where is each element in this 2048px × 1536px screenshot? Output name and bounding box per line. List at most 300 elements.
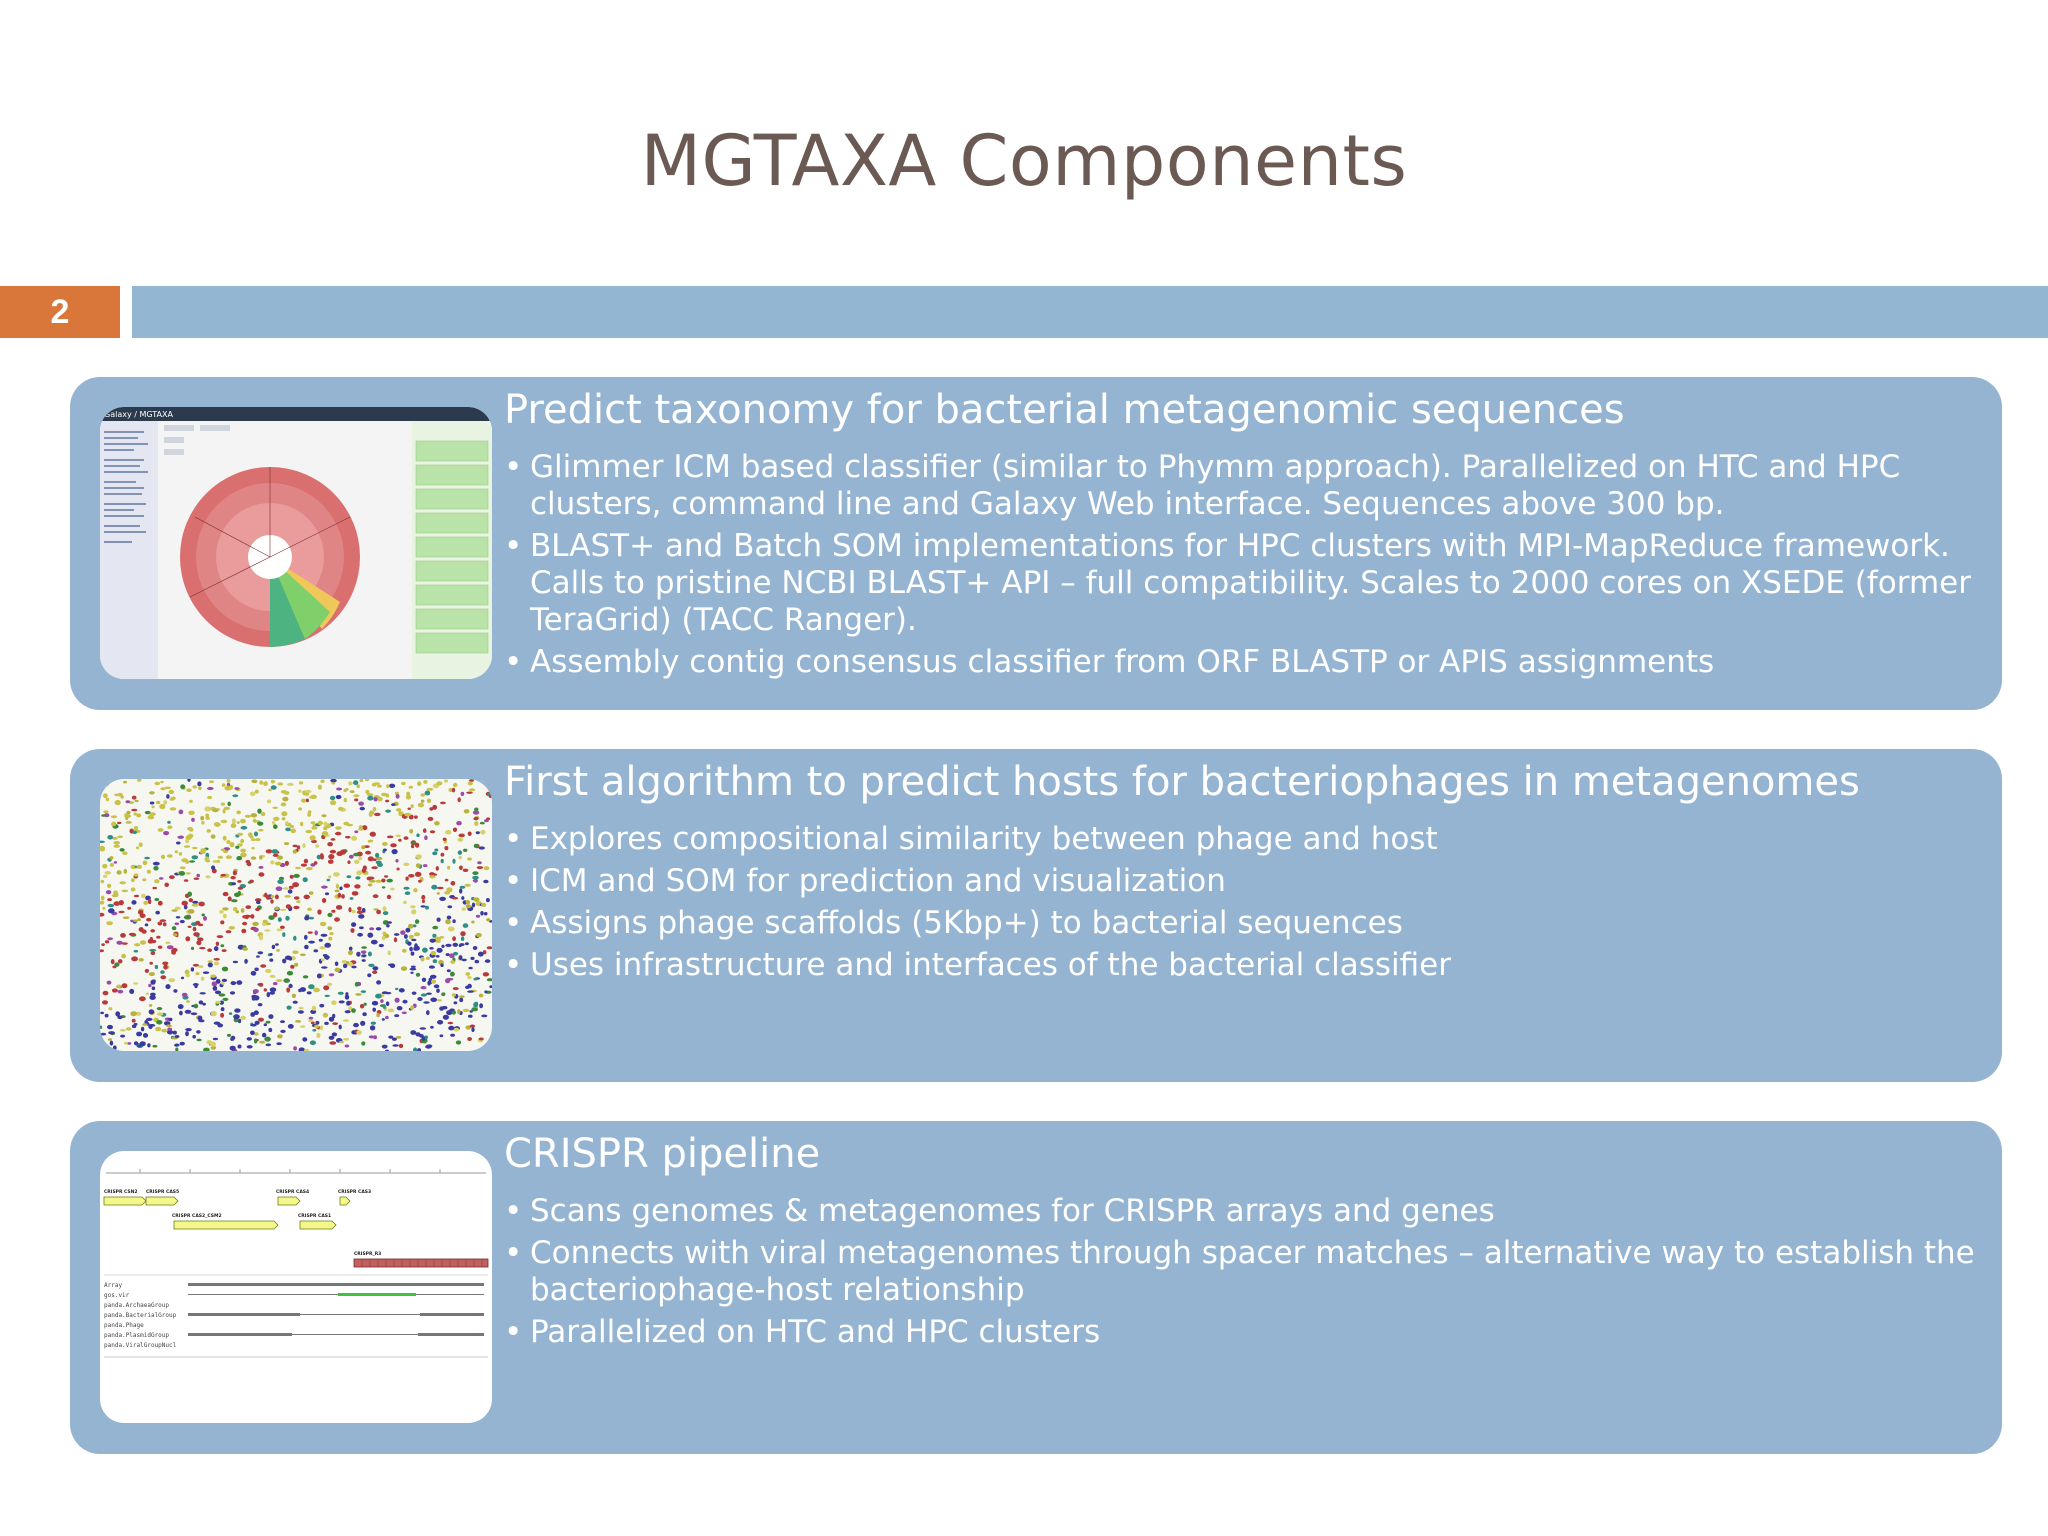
som-node <box>156 936 160 939</box>
som-node <box>282 817 286 820</box>
som-node <box>124 813 127 816</box>
som-node <box>343 1019 349 1022</box>
som-node <box>198 1016 203 1021</box>
som-node <box>405 891 411 895</box>
bullet-item: • Uses infrastructure and interfaces of the bacterial classifier <box>504 947 1984 984</box>
som-node <box>198 902 205 907</box>
som-node <box>432 805 437 810</box>
som-node <box>180 1042 185 1046</box>
som-node <box>132 796 137 800</box>
som-node <box>117 836 123 839</box>
som-node <box>275 862 282 866</box>
som-node <box>160 919 166 922</box>
som-node <box>346 1001 350 1006</box>
som-node <box>133 982 138 984</box>
som-node <box>361 990 366 993</box>
som-node <box>415 843 419 848</box>
som-node <box>169 875 175 879</box>
som-node <box>442 1006 448 1010</box>
som-node <box>280 909 287 911</box>
som-node <box>218 856 223 859</box>
som-node <box>299 1047 305 1051</box>
som-node <box>285 861 289 866</box>
som-node <box>361 954 366 957</box>
som-node <box>443 838 447 841</box>
som-node <box>153 866 158 871</box>
som-node <box>357 933 363 937</box>
som-node <box>118 959 123 963</box>
som-node <box>486 898 490 902</box>
som-node <box>320 922 326 927</box>
som-node <box>335 962 339 967</box>
som-node <box>290 825 295 828</box>
som-node <box>330 800 336 805</box>
som-node <box>184 879 189 882</box>
som-node <box>195 921 200 925</box>
som-node <box>205 814 209 818</box>
som-node <box>185 970 190 975</box>
som-node <box>251 995 257 998</box>
som-node <box>422 948 428 953</box>
som-node <box>345 788 348 791</box>
som-node <box>445 944 451 947</box>
som-node <box>211 834 216 838</box>
som-node <box>388 1009 395 1013</box>
som-node <box>347 875 352 878</box>
som-node <box>409 935 414 938</box>
som-node <box>336 788 342 791</box>
som-node <box>320 780 324 784</box>
som-node <box>406 795 411 800</box>
bullet-list <box>504 1193 1984 1356</box>
som-node <box>131 887 136 891</box>
som-node <box>252 847 255 850</box>
som-node <box>259 855 262 859</box>
som-node <box>371 940 378 945</box>
som-node <box>296 900 300 903</box>
som-node <box>470 957 474 960</box>
som-node <box>214 946 219 951</box>
som-node <box>425 1045 432 1049</box>
som-node <box>228 802 231 807</box>
som-node <box>304 945 309 950</box>
som-node <box>294 963 298 967</box>
som-node <box>417 997 422 1001</box>
som-node <box>270 987 277 992</box>
som-node <box>308 984 314 989</box>
som-node <box>237 833 243 836</box>
som-node <box>263 920 268 924</box>
som-node <box>273 824 278 829</box>
som-node <box>416 973 420 977</box>
som-node <box>246 860 251 863</box>
som-node <box>328 875 331 878</box>
som-node <box>378 797 383 802</box>
som-node <box>437 887 444 890</box>
som-node <box>353 780 358 785</box>
som-node <box>369 811 374 816</box>
som-node <box>164 883 169 887</box>
som-node <box>272 849 279 854</box>
som-node <box>421 895 425 900</box>
som-node <box>300 954 306 957</box>
som-node <box>136 813 141 817</box>
som-node <box>143 901 148 905</box>
som-node <box>169 790 175 794</box>
bullet-list <box>504 821 1984 989</box>
som-node <box>377 785 382 788</box>
som-node <box>439 897 446 901</box>
som-node <box>271 785 277 790</box>
som-node <box>163 965 168 970</box>
som-node <box>479 846 485 849</box>
som-node <box>421 957 425 962</box>
som-node <box>274 907 279 911</box>
som-node <box>424 835 427 840</box>
som-node <box>429 965 435 968</box>
som-node <box>309 1017 314 1020</box>
som-node <box>372 970 377 974</box>
som-node <box>247 1037 252 1041</box>
som-node <box>468 967 472 970</box>
som-node <box>201 977 205 981</box>
som-node <box>197 1039 202 1042</box>
som-node <box>107 835 113 840</box>
som-node <box>100 913 105 917</box>
som-node <box>139 996 146 1001</box>
som-node <box>264 929 270 932</box>
som-node <box>371 866 378 869</box>
som-node <box>157 1012 163 1015</box>
som-node <box>306 830 313 833</box>
som-node <box>186 872 191 874</box>
som-node <box>105 871 112 875</box>
som-node <box>145 969 149 973</box>
som-node <box>474 821 478 826</box>
som-node <box>159 877 163 880</box>
som-node <box>354 798 358 801</box>
header-band <box>132 286 2048 338</box>
som-node <box>351 836 357 841</box>
som-node <box>431 951 437 955</box>
som-node <box>450 960 455 964</box>
bullet-item: • Parallelized on HTC and HPC clusters <box>504 1314 1984 1351</box>
som-node <box>123 781 127 784</box>
crispr-label: CRISPR CSN2 <box>104 1190 138 1195</box>
som-node <box>349 855 354 859</box>
som-node <box>287 783 294 786</box>
som-node <box>253 989 259 994</box>
som-node <box>382 936 386 941</box>
som-node <box>373 894 379 898</box>
som-node <box>323 1013 328 1018</box>
som-node <box>182 901 188 906</box>
som-node <box>253 928 259 932</box>
som-node <box>210 1042 216 1047</box>
som-node <box>281 802 287 806</box>
som-node <box>277 1034 283 1038</box>
som-node <box>134 1041 138 1045</box>
som-node <box>413 1048 417 1052</box>
som-node <box>270 860 274 864</box>
som-node <box>199 947 205 949</box>
som-node <box>404 813 411 817</box>
som-node <box>399 988 405 992</box>
som-node <box>152 986 156 990</box>
som-node <box>420 793 425 796</box>
som-node <box>486 780 490 783</box>
som-node <box>121 954 126 959</box>
som-node <box>123 916 130 919</box>
som-node <box>345 1010 351 1013</box>
som-node <box>108 1007 112 1010</box>
slide-title: MGTAXA Components <box>640 120 1408 202</box>
som-node <box>323 954 328 957</box>
som-node <box>314 1025 319 1029</box>
som-node <box>165 942 170 945</box>
som-node <box>459 943 464 946</box>
som-node <box>197 781 201 786</box>
som-node <box>416 854 422 859</box>
som-node <box>250 792 256 797</box>
som-node <box>439 936 444 939</box>
som-node <box>289 886 294 889</box>
som-node <box>242 947 248 951</box>
som-node <box>256 955 260 957</box>
som-node <box>117 870 122 874</box>
som-node <box>431 980 436 984</box>
som-node <box>418 880 422 883</box>
som-node <box>310 1040 316 1045</box>
bullet-item: • ICM and SOM for prediction and visualization <box>504 863 1984 900</box>
som-node <box>254 1038 257 1043</box>
som-node <box>484 990 487 993</box>
som-node <box>120 848 125 852</box>
som-node <box>187 827 192 831</box>
som-node <box>277 929 283 932</box>
som-node <box>376 980 381 984</box>
som-node <box>447 916 452 920</box>
som-node <box>474 844 479 848</box>
som-node <box>251 839 256 842</box>
alignment-row-label: Array <box>104 1282 123 1289</box>
som-node <box>270 975 276 978</box>
som-node <box>430 975 437 979</box>
som-node <box>265 969 271 973</box>
som-node <box>278 917 282 922</box>
som-node <box>175 850 178 853</box>
som-node <box>445 830 451 835</box>
som-node <box>236 811 241 815</box>
bullet-list <box>504 449 1984 686</box>
som-node <box>361 950 367 953</box>
som-node <box>350 897 354 900</box>
som-node <box>246 905 252 909</box>
som-node <box>437 999 442 1001</box>
som-node <box>147 1043 150 1047</box>
panel-heading: Predict taxonomy for bacterial metagenomic sequences <box>504 387 1625 433</box>
som-node <box>136 1032 142 1037</box>
som-node <box>463 923 469 928</box>
som-node <box>207 796 212 799</box>
som-node <box>266 1044 272 1047</box>
crispr-label: CRISPR CAS4 <box>276 1190 310 1195</box>
som-node <box>321 886 328 889</box>
som-node <box>463 1009 470 1012</box>
som-node <box>307 908 312 911</box>
som-node <box>173 933 178 936</box>
som-node <box>259 1041 265 1044</box>
som-node <box>176 842 181 845</box>
som-node <box>213 1038 218 1040</box>
som-node <box>221 820 228 823</box>
som-node <box>300 1025 305 1027</box>
som-node <box>108 1031 115 1034</box>
som-node <box>146 918 151 922</box>
som-node <box>101 896 105 901</box>
som-node <box>434 849 438 852</box>
som-node <box>120 1029 126 1032</box>
som-node <box>421 986 427 989</box>
som-node <box>287 1006 292 1010</box>
som-node <box>186 788 192 792</box>
som-node <box>387 836 394 839</box>
som-node <box>435 940 441 943</box>
som-node <box>100 841 105 843</box>
som-node <box>332 1022 338 1025</box>
som-node <box>248 832 253 837</box>
som-node <box>167 1028 172 1031</box>
som-node <box>481 903 486 907</box>
som-node <box>102 779 107 781</box>
som-node <box>445 879 449 882</box>
som-node <box>124 869 128 874</box>
som-node <box>359 926 364 929</box>
som-node <box>266 1021 271 1024</box>
som-node <box>144 857 150 860</box>
som-node <box>316 1033 320 1038</box>
som-node <box>277 782 283 785</box>
som-node <box>122 890 129 893</box>
som-node <box>234 893 240 898</box>
som-node <box>170 807 177 810</box>
som-node <box>417 781 421 786</box>
som-node <box>415 919 419 924</box>
som-node <box>447 905 452 908</box>
som-node <box>276 949 280 952</box>
som-node <box>208 960 213 963</box>
som-node <box>113 1045 117 1050</box>
som-node <box>210 975 216 978</box>
som-node <box>369 1035 375 1038</box>
som-node <box>483 880 488 884</box>
som-node <box>341 894 345 899</box>
som-node <box>432 852 437 856</box>
som-node <box>258 872 264 876</box>
som-node <box>231 823 237 828</box>
som-node <box>365 779 370 781</box>
som-node <box>126 1027 132 1030</box>
som-node <box>353 794 359 797</box>
som-node <box>425 906 429 910</box>
som-node <box>399 1044 403 1048</box>
som-node <box>270 899 273 903</box>
som-node <box>370 840 374 843</box>
som-node <box>214 822 220 827</box>
som-node <box>381 879 385 883</box>
som-node <box>258 951 264 954</box>
som-node <box>149 962 153 965</box>
som-node <box>368 877 375 880</box>
som-node <box>298 807 302 810</box>
som-node <box>288 956 292 960</box>
som-node <box>276 1042 282 1045</box>
som-node <box>354 860 360 864</box>
som-node <box>149 1004 152 1007</box>
alignment-row-label: panda.Phage <box>104 1322 144 1329</box>
som-node <box>132 1019 136 1023</box>
som-node <box>214 962 219 966</box>
som-node <box>336 905 342 910</box>
som-node <box>466 792 473 794</box>
som-node <box>409 786 413 789</box>
som-node <box>250 914 254 919</box>
som-node <box>202 1003 206 1006</box>
som-node <box>175 1035 180 1038</box>
som-node <box>312 1006 317 1011</box>
som-node <box>304 859 308 864</box>
som-node <box>328 937 332 941</box>
som-node <box>372 966 378 970</box>
som-node <box>154 879 159 883</box>
som-node <box>273 817 280 821</box>
som-node <box>161 855 165 859</box>
som-node <box>388 964 394 967</box>
som-node <box>230 1046 236 1051</box>
som-node <box>414 943 418 948</box>
som-node <box>379 944 384 947</box>
som-node <box>118 793 123 797</box>
som-node <box>185 1010 192 1014</box>
som-node <box>223 892 229 896</box>
som-node <box>416 863 421 868</box>
som-node <box>299 781 303 784</box>
som-node <box>235 846 239 849</box>
som-node <box>408 874 414 878</box>
som-node <box>315 845 319 848</box>
som-node <box>267 800 271 804</box>
som-node <box>229 1012 232 1015</box>
som-node <box>101 943 105 946</box>
som-node <box>157 922 162 926</box>
som-node <box>155 1027 161 1032</box>
som-node <box>354 830 358 833</box>
som-node <box>194 1004 199 1009</box>
som-node <box>456 1040 461 1044</box>
som-node <box>468 781 473 785</box>
som-node <box>385 800 389 803</box>
som-node <box>259 935 263 940</box>
som-node <box>453 783 458 787</box>
som-node <box>179 810 184 815</box>
som-node <box>413 888 417 892</box>
alignment-row-label: panda.ArchaeaGroup <box>104 1302 170 1309</box>
som-node <box>294 896 300 899</box>
som-node <box>193 964 199 967</box>
som-node <box>468 832 472 837</box>
som-node <box>460 886 466 889</box>
som-node <box>114 962 119 966</box>
